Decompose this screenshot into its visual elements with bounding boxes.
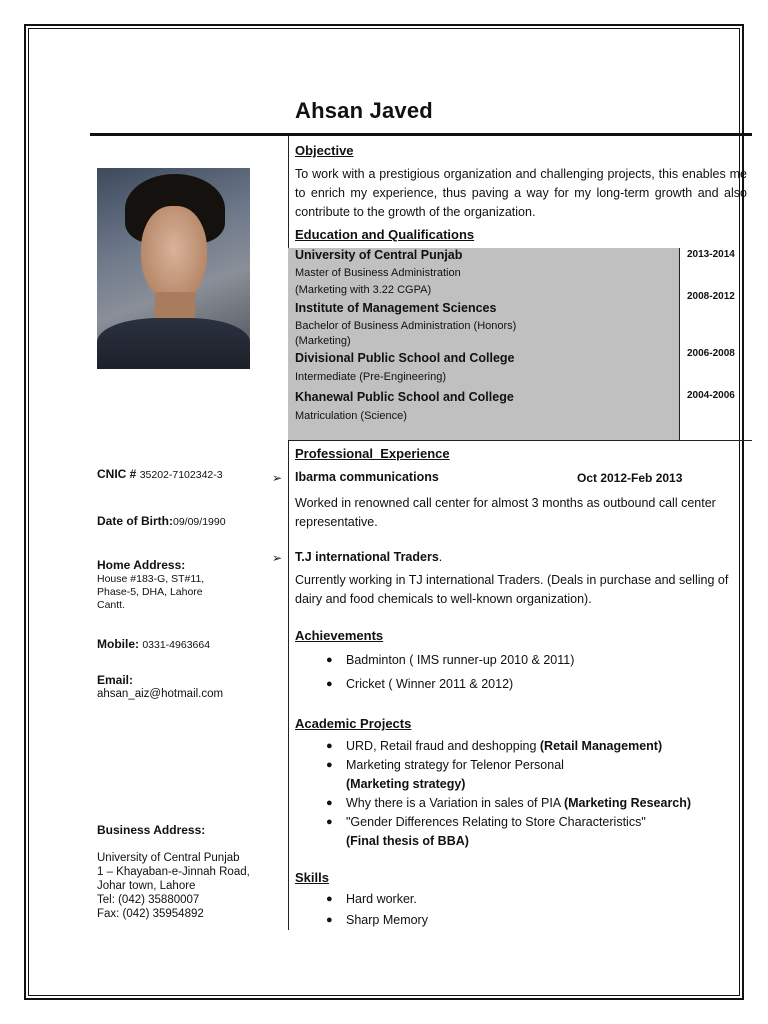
list-item: ● URD, Retail fraud and deshopping (Retail Management) <box>322 737 691 756</box>
education-degree: Bachelor of Business Administration (Honors) <box>295 320 517 332</box>
list-item: ● Why there is a Variation in sales of PIA (Marketing Research) <box>322 794 691 813</box>
bullet-icon: ● <box>326 816 333 828</box>
skills-heading: Skills <box>295 870 329 885</box>
education-years: 2006-2008 <box>687 348 735 359</box>
achievements-heading: Achievements <box>295 628 384 643</box>
bullet-icon: ● <box>326 797 333 809</box>
job-company-suffix: . <box>438 550 443 564</box>
education-degree: Matriculation (Science) <box>295 410 407 422</box>
education-detail: (Marketing) <box>295 335 351 347</box>
home-address: House #183-G, ST#11, Phase-5, DHA, Lahore Cantt. <box>97 573 205 611</box>
education-table-divider <box>679 248 680 440</box>
education-detail: (Marketing with 3.22 CGPA) <box>295 284 432 296</box>
education-years: 2013-2014 <box>687 249 735 260</box>
list-item: ● Marketing strategy for Telenor Personal (Marketing strategy) <box>326 758 564 791</box>
arrow-bullet-icon: ➢ <box>272 471 283 485</box>
objective-text: To work with a prestigious organization and challenging projects, this enables me to enrich my experience, thus paving a way for my long-term growth and also contribute to the growth of the organization. <box>295 167 747 219</box>
home-address-label: Home Address: <box>97 558 186 572</box>
bullet-icon: ● <box>326 678 333 690</box>
objective-heading: Objective <box>295 143 354 158</box>
achievements-list <box>322 651 574 694</box>
list-item: ● Cricket ( Winner 2011 & 2012) <box>322 675 574 694</box>
job-description: Currently working in TJ international Traders. (Deals in purchase and selling of dairy and food chemicals to well-known organization). <box>295 573 729 606</box>
skills-list <box>322 890 428 930</box>
list-item: ● "Gender Differences Relating to Store Characteristics" (Final thesis of BBA) <box>326 815 646 848</box>
list-item: ● Badminton ( IMS runner-up 2010 & 2011) <box>322 651 574 670</box>
job-company: T.J international Traders <box>295 550 439 564</box>
cnic-field: CNIC # 35202-7102342-3 <box>97 467 223 481</box>
bullet-icon: ● <box>326 654 333 666</box>
education-degree: Intermediate (Pre-Engineering) <box>295 371 447 383</box>
email-value: ahsan_aiz@hotmail.com <box>97 688 224 700</box>
bullet-icon: ● <box>326 914 333 926</box>
projects-list <box>322 737 691 851</box>
education-institution: Institute of Management Sciences <box>295 301 497 315</box>
bullet-icon: ● <box>326 759 333 771</box>
bullet-icon: ● <box>326 893 333 905</box>
business-address-label: Business Address: <box>97 823 206 837</box>
job-description: Worked in renowned call center for almost 3 months as outbound call center representative. <box>295 496 716 529</box>
candidate-name: Ahsan Javed <box>295 98 433 123</box>
education-heading: Education and Qualifications <box>295 227 475 242</box>
profile-photo <box>97 168 250 369</box>
education-degree: Master of Business Administration <box>295 267 461 279</box>
mobile-field: Mobile: 0331-4963664 <box>97 637 211 651</box>
email-label: Email: <box>97 673 134 687</box>
education-years: 2004-2006 <box>687 390 735 401</box>
projects-heading: Academic Projects <box>295 716 412 731</box>
job-company: Ibarma communications <box>295 470 439 484</box>
list-item: ● Sharp Memory <box>322 911 428 930</box>
business-address: University of Central Punjab 1 – Khayaban-e-Jinnah Road, Johar town, Lahore Tel: (042) 35880007 Fax: (042) 35954892 <box>97 852 250 920</box>
arrow-bullet-icon: ➢ <box>272 551 283 565</box>
job-company-line <box>295 550 442 564</box>
mobile-value: 0331-4963664 <box>142 639 211 651</box>
header-rule <box>90 133 752 136</box>
experience-heading: Professional Experience <box>295 446 450 461</box>
dob-value: 09/09/1990 <box>173 516 226 528</box>
education-institution: University of Central Punjab <box>295 248 463 262</box>
education-years: 2008-2012 <box>687 291 735 302</box>
list-item: ● Hard worker. <box>322 890 428 909</box>
cnic-value: 35202-7102342-3 <box>139 469 223 481</box>
education-institution: Khanewal Public School and College <box>295 390 514 404</box>
education-institution: Divisional Public School and College <box>295 351 515 365</box>
bullet-icon: ● <box>326 740 333 752</box>
education-table-bottom <box>288 440 752 441</box>
job-dates: Oct 2012-Feb 2013 <box>577 471 683 485</box>
dob-field: Date of Birth:09/09/1990 <box>97 514 226 528</box>
